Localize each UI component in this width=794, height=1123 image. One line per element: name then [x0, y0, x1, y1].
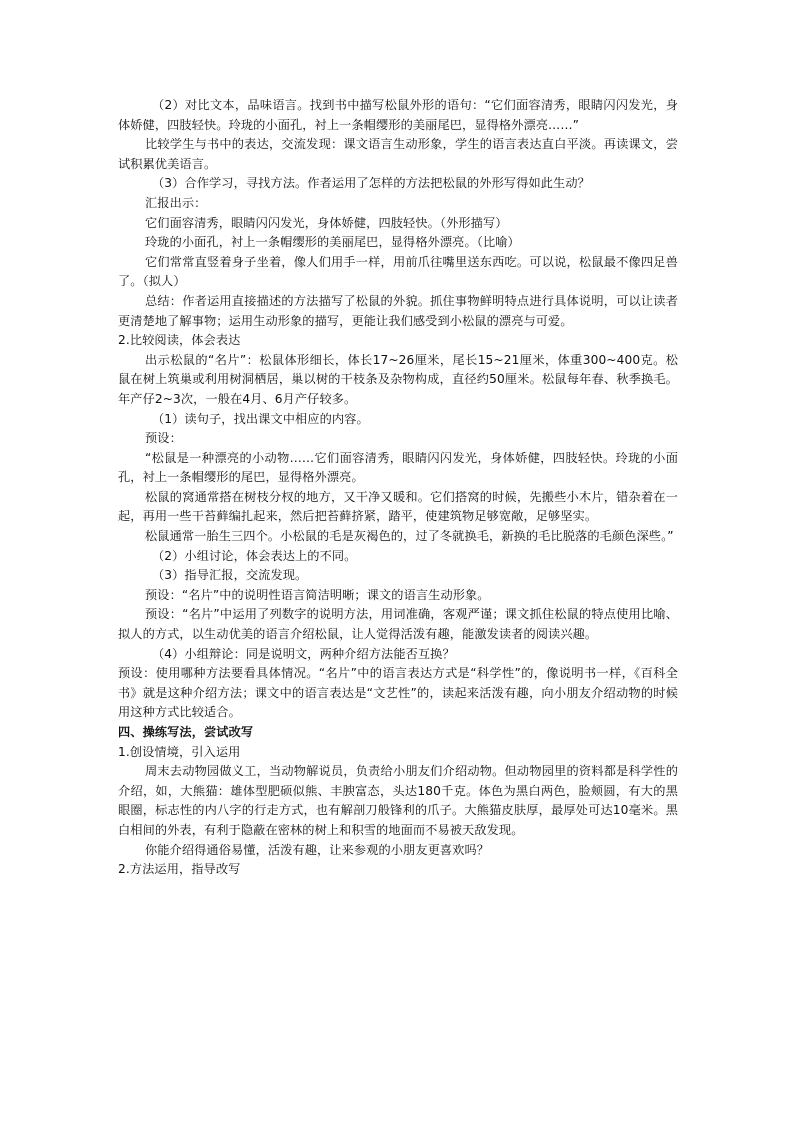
document-body	[118, 96, 678, 880]
paragraph: （3）指导汇报，交流发现。	[152, 568, 308, 583]
section-subheading: 2.比较阅读，体会表达	[118, 333, 241, 348]
paragraph: 预设：	[145, 431, 182, 446]
paragraph: 预设：使用哪种方法要看具体情况。“名片”中的语言表达方式是“科学性”的，像说明书一样，《百科全书》就是这种介绍方法；课文中的语言表达是“文艺性”的，读起来活泼有趣，向小朋友介绍动物的时候用这种方式比较适合。	[118, 666, 678, 720]
paragraph: 总结：作者运用直接描述的方法描写了松鼠的外貌。抓住事物鲜明特点进行具体说明，可以让读者更清楚地了解事物；运用生动形象的描写，更能让我们感受到小松鼠的漂亮与可爱。	[118, 293, 678, 328]
paragraph: （4）小组辩论：同是说明文，两种介绍方法能否互换？	[152, 646, 455, 661]
section-subheading: 2.方法运用，指导改写	[118, 862, 241, 877]
paragraph: 松鼠通常一胎生三四个。小松鼠的毛是灰褐色的，过了冬就换毛，新换的毛比脱落的毛颜色深些。”	[145, 529, 674, 544]
paragraph: 预设：“名片”中运用了列数字的说明方法，用词准确，客观严谨；课文抓住松鼠的特点使用比喻、拟人的方式，以生动优美的语言介绍松鼠，让人觉得活泼有趣，能激发读者的阅读兴趣。	[118, 607, 678, 642]
paragraph: 比较学生与书中的表达，交流发现：课文语言生动形象，学生的语言表达直白平淡。再读课文，尝试积累优美语言。	[118, 137, 678, 171]
paragraph: 周末去动物园做义工，当动物解说员，负责给小朋友们介绍动物。但动物园里的资料都是科学性的介绍，如，大熊猫：雄体型肥硕似熊、丰腴富态，头达180千克。体色为黑白两色，脸颊圆，有大的黑眼圈，标志性的内八字的行走方式，也有解剖刀般锋利的爪子。大熊猫皮肤厚，最厚处可达10毫米。黑白相间的外表，有利于隐蔽在密林的树上和积雪的地面而不易被天敌发现。	[118, 764, 678, 837]
section-heading: 四、操练写法，尝试改写	[118, 725, 254, 739]
paragraph: （1）读句子，找出课文中相应的内容。	[152, 411, 369, 426]
paragraph: 它们面容清秀，眼睛闪闪发光，身体娇健，四肢轻快。（外形描写）	[145, 215, 508, 230]
section-subheading: 1.创设情境，引入运用	[118, 744, 241, 759]
paragraph: 玲珑的小面孔，衬上一条帽缨形的美丽尾巴，显得格外漂亮。（比喻）	[145, 235, 520, 250]
paragraph: 出示松鼠的“名片”：松鼠体形细长，体长17~26厘米，尾长15~21厘米，体重300~400克。松鼠在树上筑巢或利用树洞栖居，巢以树的干枝条及杂物构成，直径约50厘米。松鼠每年春、秋季换毛。年产仔2~3次，一般在4月、6月产仔较多。	[118, 352, 678, 406]
paragraph: 预设：“名片”中的说明性语言简洁明晰；课文的语言生动形象。	[145, 587, 490, 602]
paragraph: “松鼠是一种漂亮的小动物……它们面容清秀，眼睛闪闪发光，身体娇健，四肢轻快。玲珑的小面孔，衬上一条帽缨形的尾巴，显得格外漂亮。	[118, 450, 678, 485]
paragraph: （3）合作学习，寻找方法。作者运用了怎样的方法把松鼠的外形写得如此生动？	[152, 176, 590, 191]
paragraph: （2）对比文本，品味语言。找到书中描写松鼠外形的语句：“它们面容清秀，眼睛闪闪发光，身体娇健，四肢轻快。玲珑的小面孔，衬上一条帽缨形的美丽尾巴，显得格外漂亮……”	[118, 98, 678, 132]
paragraph: 松鼠的窝通常搭在树枝分杈的地方，又干净又暖和。它们搭窝的时候，先搬些小木片，错杂着在一起，再用一些干苔藓编扎起来，然后把苔藓挤紧，踏平，使建筑物足够宽敞，足够坚实。	[118, 489, 678, 524]
paragraph: 汇报出示：	[145, 195, 207, 210]
paragraph: 你能介绍得通俗易懂，活泼有趣，让来参观的小朋友更喜欢吗？	[145, 842, 490, 857]
paragraph: 它们常常直竖着身子坐着，像人们用手一样，用前爪往嘴里送东西吃。可以说，松鼠最不像四足兽了。（拟人）	[118, 254, 678, 289]
paragraph: （2）小组讨论，体会表达上的不同。	[152, 548, 357, 563]
